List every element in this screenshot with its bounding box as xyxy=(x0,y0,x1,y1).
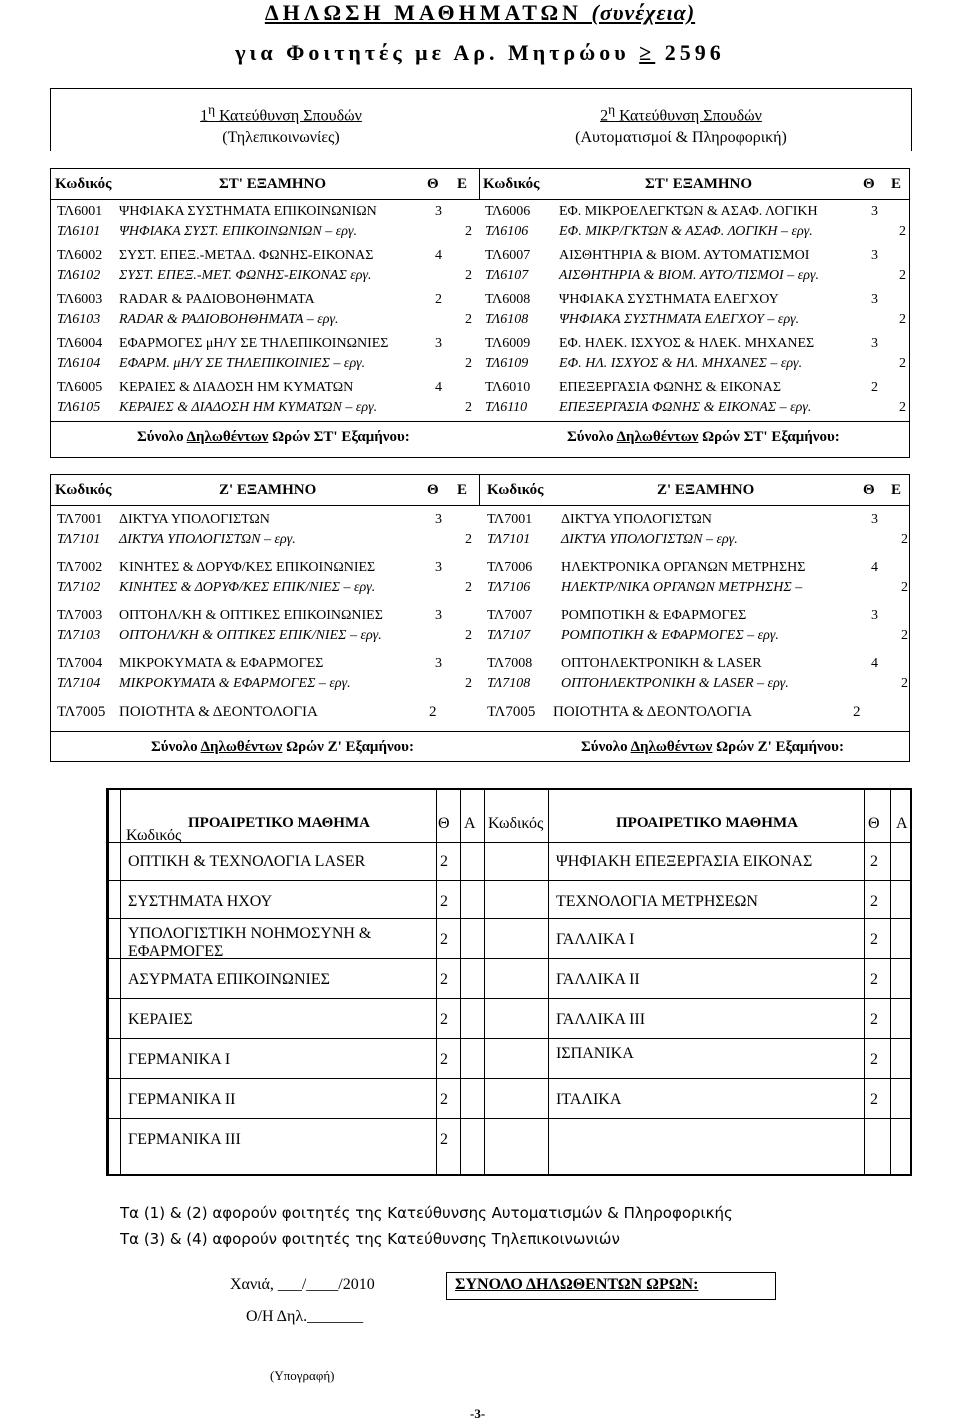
grid-line xyxy=(890,790,891,1174)
lab-name: ΚΙΝΗΤΕΣ & ΔΟΡΥΦ/ΚΕΣ ΕΠΙΚ/ΝΙΕΣ – εργ. xyxy=(119,580,376,595)
lab-hours: 2 xyxy=(465,400,472,415)
course-name: ΔΙΚΤΥΑ ΥΠΟΛΟΓΙΣΤΩΝ xyxy=(119,512,270,527)
electives-title-left: ΠΡΟΑΙΡΕΤΙΚΟ ΜΑΘΗΜΑ xyxy=(188,815,370,831)
direction-sub: (Τηλεπικοινωνίες) xyxy=(222,129,340,147)
course-theory: 2 xyxy=(853,704,861,720)
subtitle-symbol: ≥ xyxy=(639,40,656,65)
elective-name: ΣΥΣΤΗΜΑΤΑ ΗΧΟΥ xyxy=(128,893,273,910)
grid-line xyxy=(51,731,909,732)
course-code: ΤΛ6002 xyxy=(57,248,103,263)
course-name: ΟΠΤΟΗΛ/ΚΗ & ΟΠΤΙΚΕΣ ΕΠΙΚΟΙΝΩΝΙΕΣ xyxy=(119,608,383,623)
direction-sub: (Αυτοματισμοί & Πληροφορική) xyxy=(575,129,787,147)
elective-name: ΙΣΠΑΝΙΚΑ xyxy=(556,1045,634,1062)
document-title xyxy=(0,0,960,26)
elective-hours: 2 xyxy=(870,931,878,948)
course-code: ΤΛ6007 xyxy=(485,248,531,263)
direction-label: Κατεύθυνση Σπουδών xyxy=(619,107,762,125)
lab-hours: 2 xyxy=(901,580,908,595)
lab-code: ΤΛ7104 xyxy=(57,676,101,691)
semester-7-total-left: Σύνολο Δηλωθέντων Ωρών Ζ' Εξαμήνου: xyxy=(151,739,414,755)
grid-line xyxy=(108,842,910,843)
place-date: Χανιά, ___/____/2010 xyxy=(230,1276,375,1293)
lab-name: ΕΦ. ΗΛ. ΙΣΧΥΟΣ & ΗΛ. ΜΗΧΑΝΕΣ – εργ. xyxy=(559,356,803,371)
lab-name: RADAR & ΡΑΔΙΟΒΟΗΘΗΜΑΤΑ – εργ. xyxy=(119,312,339,327)
course-theory-hours: 4 xyxy=(871,656,878,671)
col-code: Κωδικός xyxy=(55,176,112,192)
title-main: ΔΗΛΩΣΗ ΜΑΘΗΜΑΤΩΝ xyxy=(264,0,583,25)
subtitle-number: 2596 xyxy=(664,40,725,65)
lab-name: ΔΙΚΤΥΑ ΥΠΟΛΟΓΙΣΤΩΝ – εργ. xyxy=(119,532,296,547)
col-theta: Θ xyxy=(427,176,439,192)
directions-header xyxy=(50,88,912,151)
lab-code: ΤΛ6106 xyxy=(485,224,529,239)
direction-sup: η xyxy=(608,102,616,117)
semester-7-table xyxy=(50,474,910,762)
lab-hours: 2 xyxy=(465,628,472,643)
lab-hours: 2 xyxy=(465,676,472,691)
course-name: ΔΙΚΤΥΑ ΥΠΟΛΟΓΙΣΤΩΝ xyxy=(561,512,712,527)
course-code: ΤΛ6005 xyxy=(57,380,103,395)
course-theory-hours: 3 xyxy=(435,336,442,351)
lab-name: ΨΗΦΙΑΚΑ ΣΥΣΤΗΜΑΤΑ ΕΛΕΓΧΟΥ – εργ. xyxy=(559,312,800,327)
course-code: ΤΛ7007 xyxy=(487,608,533,623)
grid-line xyxy=(120,790,121,1174)
course-name: ΠΟΙΟΤΗΤΑ & ΔΕΟΝΤΟΛΟΓΙΑ xyxy=(553,704,752,720)
course-name: ΕΦΑΡΜΟΓΕΣ μΗ/Υ ΣΕ ΤΗΛΕΠΙΚΟΙΝΩΝΙΕΣ xyxy=(119,336,389,351)
col-theta: Θ xyxy=(868,815,880,832)
col-theta: Θ xyxy=(863,482,875,498)
course-name: ΚΙΝΗΤΕΣ & ΔΟΡΥΦ/ΚΕΣ ΕΠΙΚΟΙΝΩΝΙΕΣ xyxy=(119,560,376,575)
course-name: ΚΕΡΑΙΕΣ & ΔΙΑΔΟΣΗ ΗΜ ΚΥΜΑΤΩΝ xyxy=(119,380,354,395)
elective-name: ΓΕΡΜΑΝΙΚΑ Ι xyxy=(128,1051,231,1068)
course-theory-hours: 3 xyxy=(871,204,878,219)
semester-7-header xyxy=(51,475,909,506)
course-code: ΤΛ6006 xyxy=(485,204,531,219)
lab-hours: 2 xyxy=(899,268,906,283)
elective-hours: 2 xyxy=(870,1091,878,1108)
elective-hours: 2 xyxy=(440,1131,448,1148)
course-name: RADAR & ΡΑΔΙΟΒΟΗΘΗΜΑΤΑ xyxy=(119,292,315,307)
course-name: ΨΗΦΙΑΚΑ ΣΥΣΤΗΜΑΤΑ ΕΠΙΚΟΙΝΩΝΙΩΝ xyxy=(119,204,377,219)
elective-name-cont: ΕΦΑΡΜΟΓΕΣ xyxy=(128,943,224,960)
grid-line xyxy=(436,790,437,1174)
lab-hours: 2 xyxy=(899,356,906,371)
course-theory-hours: 2 xyxy=(871,380,878,395)
elective-name: ΓΕΡΜΑΝΙΚΑ ΙΙΙ xyxy=(128,1131,241,1148)
grid-line xyxy=(108,918,910,919)
elective-select-box[interactable] xyxy=(458,1122,480,1154)
grid-line xyxy=(108,958,910,959)
col-theta: Θ xyxy=(863,176,875,192)
grid-line xyxy=(864,790,865,1174)
lab-name: ΟΠΤΟΗΛ/ΚΗ & ΟΠΤΙΚΕΣ ΕΠΙΚ/ΝΙΕΣ – εργ. xyxy=(119,628,382,643)
grid-line xyxy=(108,998,910,999)
lab-name: ΡΟΜΠΟΤΙΚΗ & ΕΦΑΡΜΟΓΕΣ – εργ. xyxy=(561,628,779,643)
grid-line xyxy=(108,1078,910,1079)
lab-name: ΕΦΑΡΜ. μΗ/Υ ΣΕ ΤΗΛΕΠΙΚΟΙΝΙΕΣ – εργ. xyxy=(119,356,366,371)
col-e: Ε xyxy=(457,482,468,498)
course-code: ΤΛ7005 xyxy=(57,704,106,720)
direction-sup: η xyxy=(208,102,216,117)
course-theory: 2 xyxy=(429,704,437,720)
elective-name: ΓΑΛΛΙΚΑ ΙΙ xyxy=(556,971,640,988)
semester-6-total-left: Σύνολο Δηλωθέντων Ωρών ΣΤ' Εξαμήνου: xyxy=(137,429,410,445)
course-theory-hours: 3 xyxy=(435,608,442,623)
elective-hours: 2 xyxy=(440,931,448,948)
grid-line xyxy=(479,475,480,505)
elective-select-box[interactable] xyxy=(458,844,480,876)
elective-hours: 2 xyxy=(870,1051,878,1068)
semester-7-total-right: Σύνολο Δηλωθέντων Ωρών Ζ' Εξαμήνου: xyxy=(581,739,844,755)
elective-name: ΟΠΤΙΚΗ & ΤΕΧΝΟΛΟΓΙΑ LASER xyxy=(128,853,366,870)
lab-code: ΤΛ7107 xyxy=(487,628,531,643)
course-code: ΤΛ7006 xyxy=(487,560,533,575)
lab-name: ΕΠΕΞΕΡΓΑΣΙΑ ΦΩΝΗΣ & ΕΙΚΟΝΑΣ – εργ. xyxy=(559,400,812,415)
course-code: ΤΛ6003 xyxy=(57,292,103,307)
page-number: -3- xyxy=(470,1406,486,1421)
course-code: ΤΛ6010 xyxy=(485,380,531,395)
lab-hours: 2 xyxy=(465,532,472,547)
elective-name: ΥΠΟΛΟΓΙΣΤΙΚΗ ΝΟΗΜΟΣΥΝΗ & xyxy=(128,925,372,942)
lab-hours: 2 xyxy=(465,268,472,283)
grid-line xyxy=(108,1118,910,1119)
course-theory-hours: 3 xyxy=(871,512,878,527)
lab-code: ΤΛ6105 xyxy=(57,400,101,415)
grid-line xyxy=(108,790,109,1174)
lab-code: ΤΛ6103 xyxy=(57,312,101,327)
semester-title-right: Ζ' ΕΞΑΜΗΝΟ xyxy=(657,482,755,498)
lab-code: ΤΛ6102 xyxy=(57,268,101,283)
elective-name: ΤΕΧΝΟΛΟΓΙΑ ΜΕΤΡΗΣΕΩΝ xyxy=(556,893,758,910)
course-code: ΤΛ6004 xyxy=(57,336,103,351)
course-name: ΕΦ. ΗΛΕΚ. ΙΣΧΥΟΣ & ΗΛΕΚ. ΜΗΧΑΝΕΣ xyxy=(559,336,815,351)
subtitle-prefix: για Φοιτητές με Αρ. Μητρώου xyxy=(235,40,630,65)
lab-code: ΤΛ6101 xyxy=(57,224,101,239)
lab-code: ΤΛ7106 xyxy=(487,580,531,595)
direction-ordinal: 1 xyxy=(200,107,209,125)
course-code: ΤΛ7003 xyxy=(57,608,103,623)
col-code: Κωδικός xyxy=(483,176,540,192)
col-theta: Θ xyxy=(438,815,450,832)
course-theory-hours: 3 xyxy=(871,608,878,623)
lab-name: ΕΦ. ΜΙΚΡ/ΓΚΤΩΝ & ΑΣΑΦ. ΛΟΓΙΚΗ – εργ. xyxy=(559,224,813,239)
elective-hours: 2 xyxy=(870,853,878,870)
col-e: Ε xyxy=(891,176,902,192)
lab-name: ΜΙΚΡΟΚΥΜΑΤΑ & ΕΦΑΡΜΟΓΕΣ – εργ. xyxy=(119,676,351,691)
total-hours-box[interactable] xyxy=(446,1272,776,1300)
elective-name: ΓΕΡΜΑΝΙΚΑ ΙΙ xyxy=(128,1091,236,1108)
col-a: Α xyxy=(464,815,476,832)
lab-code: ΤΛ6109 xyxy=(485,356,529,371)
elective-select-box[interactable] xyxy=(458,962,480,994)
course-name: ΗΛΕΚΤΡΟΝΙΚΑ ΟΡΓΑΝΩΝ ΜΕΤΡΗΣΗΣ xyxy=(561,560,806,575)
course-name: ΕΠΕΞΕΡΓΑΣΙΑ ΦΩΝΗΣ & ΕΙΚΟΝΑΣ xyxy=(559,380,781,395)
document-subtitle xyxy=(0,40,960,66)
lab-code: ΤΛ6108 xyxy=(485,312,529,327)
lab-code: ΤΛ7101 xyxy=(487,532,531,547)
col-code: Κωδικός xyxy=(488,815,544,832)
course-code: ΤΛ6001 xyxy=(57,204,103,219)
lab-hours: 2 xyxy=(465,312,472,327)
lab-name: ΔΙΚΤΥΑ ΥΠΟΛΟΓΙΣΤΩΝ – εργ. xyxy=(561,532,738,547)
lab-code: ΤΛ6110 xyxy=(485,400,528,415)
course-name: ΟΠΤΟΗΛΕΚΤΡΟΝΙΚΗ & LASER xyxy=(561,656,762,671)
lab-hours: 2 xyxy=(899,224,906,239)
col-e: Ε xyxy=(891,482,902,498)
semester-title-right: ΣΤ' ΕΞΑΜΗΝΟ xyxy=(645,176,753,192)
col-code: Κωδικός xyxy=(55,482,112,498)
total-hours-label: ΣΥΝΟΛΟ ΔΗΛΩΘΕΝΤΩΝ ΩΡΩΝ: xyxy=(455,1276,699,1293)
lab-name: ΗΛΕΚΤΡ/ΝΙΚΑ ΟΡΓΑΝΩΝ ΜΕΤΡΗΣΗΣ – xyxy=(561,580,803,595)
elective-select-box[interactable] xyxy=(458,1082,480,1114)
col-e: Ε xyxy=(457,176,468,192)
elective-hours: 2 xyxy=(870,971,878,988)
grid-line xyxy=(479,169,480,199)
lab-name: ΑΙΣΘΗΤΗΡΙΑ & ΒΙΟΜ. ΑΥΤΟ/ΤΙΣΜΟΙ – εργ. xyxy=(559,268,819,283)
elective-select-box[interactable] xyxy=(458,1002,480,1034)
electives-title-right: ΠΡΟΑΙΡΕΤΙΚΟ ΜΑΘΗΜΑ xyxy=(616,815,798,831)
lab-name: ΚΕΡΑΙΕΣ & ΔΙΑΔΟΣΗ ΗΜ ΚΥΜΑΤΩΝ – εργ. xyxy=(119,400,378,415)
course-code: ΤΛ7001 xyxy=(57,512,103,527)
note-2: Τα (3) & (4) αφορούν φοιτητές της Κατεύθυνσης Τηλεπικοινωνιών xyxy=(120,1230,620,1248)
lab-name: ΨΗΦΙΑΚΑ ΣΥΣΤ. ΕΠΙΚΟΙΝΩΝΙΩΝ – εργ. xyxy=(119,224,357,239)
lab-name: ΣΥΣΤ. ΕΠΕΞ.-ΜΕΤ. ΦΩΝΗΣ-ΕΙΚΟΝΑΣ εργ. xyxy=(119,268,372,283)
lab-hours: 2 xyxy=(899,400,906,415)
course-theory-hours: 4 xyxy=(435,248,442,263)
col-a: Α xyxy=(896,815,908,832)
lab-hours: 2 xyxy=(901,676,908,691)
elective-select-box[interactable] xyxy=(458,1042,480,1074)
lab-hours: 2 xyxy=(465,580,472,595)
lab-code: ΤΛ7101 xyxy=(57,532,101,547)
lab-hours: 2 xyxy=(465,356,472,371)
course-name: ΠΟΙΟΤΗΤΑ & ΔΕΟΝΤΟΛΟΓΙΑ xyxy=(119,704,318,720)
course-code: ΤΛ7004 xyxy=(57,656,103,671)
col-theta: Θ xyxy=(427,482,439,498)
course-code: ΤΛ7005 xyxy=(487,704,536,720)
lab-code: ΤΛ6107 xyxy=(485,268,529,283)
note-1: Τα (1) & (2) αφορούν φοιτητές της Κατεύθυνσης Αυτοματισμών & Πληροφορικής xyxy=(120,1204,733,1222)
course-name: ΜΙΚΡΟΚΥΜΑΤΑ & ΕΦΑΡΜΟΓΕΣ xyxy=(119,656,324,671)
grid-line xyxy=(460,790,461,1174)
course-code: ΤΛ7002 xyxy=(57,560,103,575)
lab-hours: 2 xyxy=(465,224,472,239)
course-theory-hours: 2 xyxy=(435,292,442,307)
course-name: ΣΥΣΤ. ΕΠΕΞ.-ΜΕΤΑΔ. ΦΩΝΗΣ-ΕΙΚΟΝΑΣ xyxy=(119,248,374,263)
course-theory-hours: 3 xyxy=(435,560,442,575)
elective-hours: 2 xyxy=(440,1051,448,1068)
title-continuation: (συνέχεια) xyxy=(591,0,696,25)
course-theory-hours: 3 xyxy=(435,204,442,219)
course-theory-hours: 3 xyxy=(435,512,442,527)
elective-hours: 2 xyxy=(440,893,448,910)
course-theory-hours: 3 xyxy=(435,656,442,671)
course-theory-hours: 4 xyxy=(871,560,878,575)
grid-line xyxy=(484,790,485,1174)
lab-code: ΤΛ6104 xyxy=(57,356,101,371)
elective-hours: 2 xyxy=(440,971,448,988)
course-code: ΤΛ6008 xyxy=(485,292,531,307)
elective-hours: 2 xyxy=(870,1011,878,1028)
lab-hours: 2 xyxy=(901,628,908,643)
grid-line xyxy=(108,1038,910,1039)
elective-select-box[interactable] xyxy=(458,884,480,916)
col-code: Κωδικός xyxy=(487,482,544,498)
elective-name: ΙΤΑΛΙΚΑ xyxy=(556,1091,622,1108)
course-theory-hours: 3 xyxy=(871,336,878,351)
lab-hours: 2 xyxy=(899,312,906,327)
course-name: ΕΦ. ΜΙΚΡΟΕΛΕΓΚΤΩΝ & ΑΣΑΦ. ΛΟΓΙΚΗ xyxy=(559,204,818,219)
grid-line xyxy=(51,421,909,422)
grid-line xyxy=(548,790,549,1174)
direction-ordinal: 2 xyxy=(600,107,609,125)
course-code: ΤΛ7001 xyxy=(487,512,533,527)
col-code: Κωδικός xyxy=(126,827,182,844)
lab-code: ΤΛ7108 xyxy=(487,676,531,691)
electives-table xyxy=(106,788,912,1176)
semester-title-left: Ζ' ΕΞΑΜΗΝΟ xyxy=(219,482,317,498)
semester-title-left: ΣΤ' ΕΞΑΜΗΝΟ xyxy=(219,176,327,192)
elective-hours: 2 xyxy=(440,853,448,870)
lab-code: ΤΛ7102 xyxy=(57,580,101,595)
declarant-line: Ο/Η Δηλ._______ xyxy=(246,1308,364,1325)
course-theory-hours: 3 xyxy=(871,292,878,307)
elective-select-box[interactable] xyxy=(458,922,480,954)
course-theory-hours: 3 xyxy=(871,248,878,263)
signature-caption: (Υπογραφή) xyxy=(270,1368,335,1383)
semester-6-total-right: Σύνολο Δηλωθέντων Ωρών ΣΤ' Εξαμήνου: xyxy=(567,429,840,445)
direction-label: Κατεύθυνση Σπουδών xyxy=(219,107,362,125)
direction-2 xyxy=(481,99,881,149)
direction-1 xyxy=(81,99,481,149)
semester-6-table xyxy=(50,168,910,458)
course-name: ΑΙΣΘΗΤΗΡΙΑ & ΒΙΟΜ. ΑΥΤΟΜΑΤΙΣΜΟΙ xyxy=(559,248,810,263)
elective-name: ΓΑΛΛΙΚΑ ΙΙΙ xyxy=(556,1011,646,1028)
elective-name: ΨΗΦΙΑΚΗ ΕΠΕΞΕΡΓΑΣΙΑ ΕΙΚΟΝΑΣ xyxy=(556,853,813,870)
course-code: ΤΛ6009 xyxy=(485,336,531,351)
course-name: ΡΟΜΠΟΤΙΚΗ & ΕΦΑΡΜΟΓΕΣ xyxy=(561,608,747,623)
course-name: ΨΗΦΙΑΚΑ ΣΥΣΤΗΜΑΤΑ ΕΛΕΓΧΟΥ xyxy=(559,292,779,307)
course-theory-hours: 4 xyxy=(435,380,442,395)
lab-code: ΤΛ7103 xyxy=(57,628,101,643)
elective-name: ΑΣΥΡΜΑΤΑ ΕΠΙΚΟΙΝΩΝΙΕΣ xyxy=(128,971,330,988)
elective-hours: 2 xyxy=(870,893,878,910)
lab-name: ΟΠΤΟΗΛΕΚΤΡΟΝΙΚΗ & LASER – εργ. xyxy=(561,676,789,691)
course-code: ΤΛ7008 xyxy=(487,656,533,671)
elective-name: ΓΑΛΛΙΚΑ Ι xyxy=(556,931,635,948)
elective-hours: 2 xyxy=(440,1011,448,1028)
semester-6-header xyxy=(51,169,909,200)
elective-hours: 2 xyxy=(440,1091,448,1108)
grid-line xyxy=(108,880,910,881)
elective-name: ΚΕΡΑΙΕΣ xyxy=(128,1011,193,1028)
lab-hours: 2 xyxy=(901,532,908,547)
